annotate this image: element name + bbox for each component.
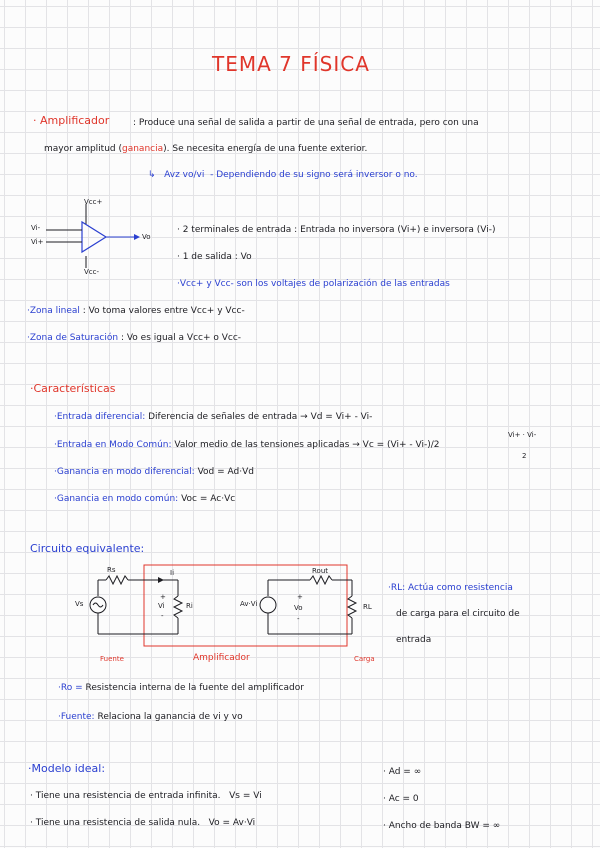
caracteristica-formula: Vd = Vi+ - Vi- [310,412,373,422]
modelo-right-item: · Ancho de banda BW = ∞ [383,821,501,831]
modelo-right-item: · Ac = 0 [383,794,419,804]
fuente-note [58,711,243,723]
rl-note-line1: Actúa como resistencia [408,583,513,593]
fuente-label: ·Fuente: [58,712,95,722]
zona-lineal [27,305,245,317]
zona-saturacion-label: ·Zona de Saturación [27,333,119,343]
def-line2-a: mayor amplitud ( [44,144,122,154]
circuito-heading: Circuito equivalente: [30,542,145,555]
circuit-rs: Rs [107,566,116,574]
modelo-item-text: · Tiene una resistencia de entrada infinita. [30,791,221,801]
modelo-item-formula: Vo = Av·Vi [208,818,256,828]
circuit-av-vi: Av·Vi [240,600,258,608]
caracteristica-item [54,493,235,505]
ro-text: Resistencia interna de la fuente del amplificador [85,683,304,693]
circuit-plus-in: + [160,593,166,601]
zona-saturacion-text: : Vo es igual a Vcc+ o Vcc- [120,333,242,343]
opamp-output: Vo [142,233,151,241]
modelo-item-formula: Vs = Vi [229,791,262,801]
caracteristica-text: Valor medio de las tensiones aplicadas → [174,440,360,450]
opamp-input-minus: Vi- [31,224,41,232]
modelo-item-text: · Tiene una resistencia de salida nula. [30,818,201,828]
modelo-heading: ·Modelo ideal: [28,762,106,775]
terminals-line3: ·Vcc+ y Vcc- son los voltajes de polarización de las entradas [177,279,450,289]
rl-note [388,575,520,653]
label-carga: Carga [354,655,375,663]
circuit-minus-in: - [161,612,164,620]
terminals-line2: · 1 de salida : Vo [177,252,252,262]
circuit-ii: Ii [170,569,175,577]
amplificador-def-line1: : Produce una señal de salida a partir de una señal de entrada, pero con una [133,118,479,128]
gain-formula: Avz vo/vi [164,170,205,180]
caracteristica-formula: Vc = (Vi+ - Vi-)/2 [362,440,440,450]
amplificador-formula-line [148,169,418,181]
circuit-plus-out: + [297,593,303,601]
zona-saturacion [27,332,241,344]
caracteristica-label: ·Ganancia en modo diferencial: [54,467,195,477]
vc-fraction-den: 2 [522,452,527,460]
opamp-vcc-plus: Vcc+ [84,198,103,206]
opamp-input-plus: Vi+ [31,238,44,246]
rl-note-line2: de carga para el circuito de [396,609,520,619]
page-title: TEMA 7 FÍSICA [212,52,370,76]
caracteristica-item [54,411,372,423]
caracteristica-label: ·Ganancia en modo común: [54,494,179,504]
ro-label: ·Ro = [58,683,83,693]
modelo-right-item: · Ad = ∞ [383,767,422,777]
equivalent-circuit-diagram [88,562,428,662]
circuit-minus-out: - [297,615,300,623]
caracteristica-item [54,439,440,451]
zona-lineal-text: : Vo toma valores entre Vcc+ y Vcc- [82,306,245,316]
amplificador-bullet-term [33,114,109,128]
circuit-rout: Rout [312,567,329,575]
caracteristica-label: ·Entrada en Modo Común: [54,440,172,450]
circuit-vs: Vs [75,600,84,608]
caracteristicas-heading: ·Características [30,382,116,395]
circuit-vo: Vo [294,604,303,612]
def-line2-b: ). Se necesita energía de una fuente exterior. [163,144,368,154]
terminals-line1: · 2 terminales de entrada : Entrada no inversora (Vi+) e inversora (Vi-) [177,225,496,235]
amplificador-term: Amplificador [40,114,110,127]
modelo-item [30,790,262,802]
arrow-icon: ↳ [148,170,156,180]
caracteristica-label: ·Entrada diferencial: [54,412,146,422]
circuit-rl: RL [363,603,372,611]
modelo-item [30,817,255,829]
zona-lineal-label: ·Zona lineal [27,306,80,316]
caracteristica-text: Diferencia de señales de entrada → [148,412,308,422]
label-amplificador: Amplificador [193,653,250,663]
opamp-vcc-minus: Vcc- [84,268,100,276]
amplificador-def-line2 [44,143,367,155]
label-fuente: Fuente [100,655,124,663]
caracteristica-formula: Voc = Ac·Vc [181,494,236,504]
circuit-vi: Vi [158,602,165,610]
gain-formula-note: - Dependiendo de su signo será inversor o no. [210,170,418,180]
rl-note-line3: entrada [396,635,432,645]
ro-note [58,682,304,694]
ganancia-word: ganancia [122,144,164,154]
rl-note-label: ·RL: [388,583,406,593]
fuente-text: Relaciona la ganancia de vi y vo [97,712,243,722]
bullet: · [33,114,37,127]
vc-fraction-num: Vi+ · Vi- [508,431,537,439]
caracteristica-formula: Vod = Ad·Vd [197,467,254,477]
caracteristica-item [54,466,254,478]
circuit-ri: Ri [186,602,193,610]
